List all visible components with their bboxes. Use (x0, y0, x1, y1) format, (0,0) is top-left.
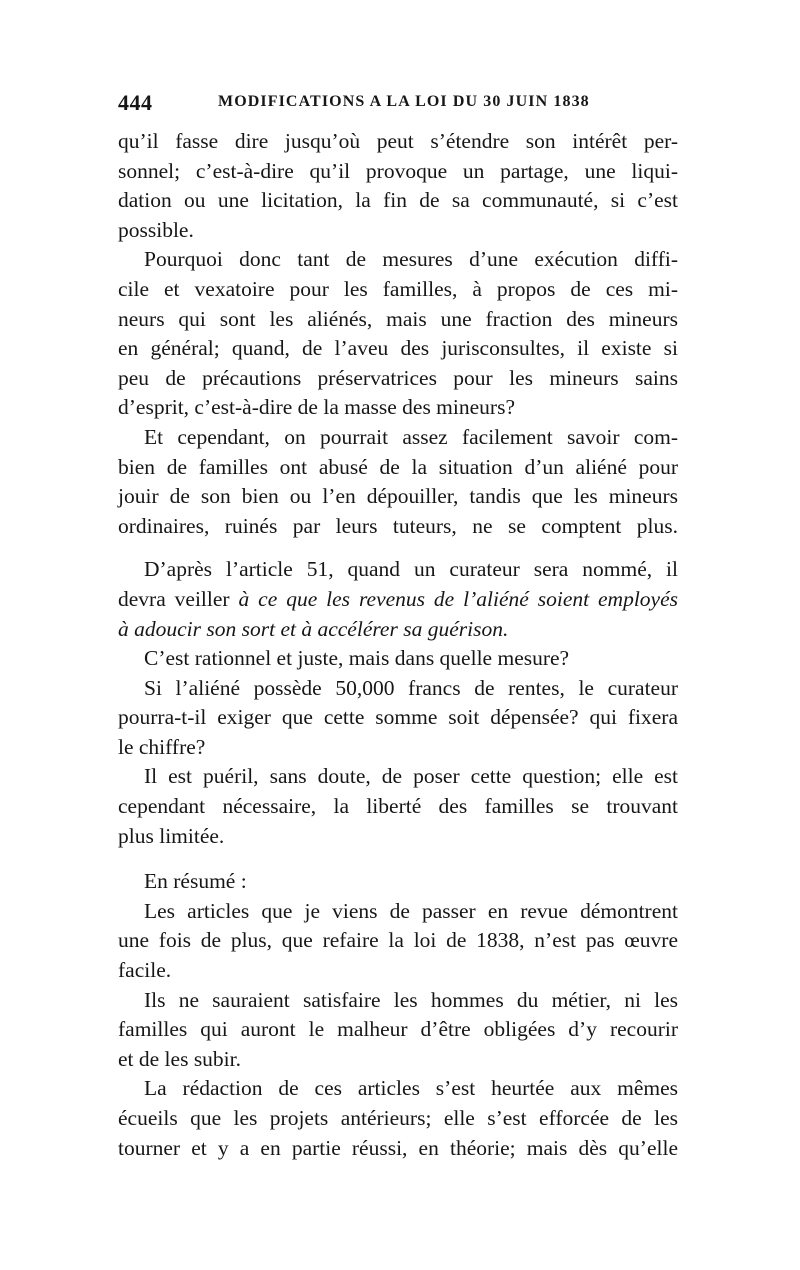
italic-quote: à ce que les revenus de l’aliéné soient employés (238, 586, 679, 611)
text-line: cile et vexatoire pour les familles, à propos de ces mi- (118, 276, 678, 301)
text-line: D’après l’article 51, quand un curateur sera nommé, il (144, 557, 678, 582)
text-line: jouir de son bien ou l’en dépouiller, tandis que les mineurs (118, 484, 678, 509)
page-header (118, 90, 678, 120)
text-line: Pourquoi donc tant de mesures d’une exécution diffi- (144, 247, 678, 272)
text-line: cependant nécessaire, la liberté des familles se trouvant (118, 794, 678, 819)
text-line: facile. (118, 958, 172, 983)
text-line: bien de familles ont abusé de la situation d’un aliéné pour (118, 454, 678, 479)
running-head: MODIFICATIONS A LA LOI DU 30 JUIN 1838 (218, 93, 590, 110)
text-line: tourner et y a en partie réussi, en théorie; mais dès qu’elle (118, 1135, 678, 1160)
text-line: neurs qui sont les aliénés, mais une fraction des mineurs (118, 306, 678, 331)
text-line: C’est rationnel et juste, mais dans quelle mesure? (144, 646, 570, 671)
text-line: Il est puéril, sans doute, de poser cette question; elle est (144, 764, 678, 789)
text-line: possible. (118, 217, 194, 242)
text-line: le chiffre? (118, 734, 206, 759)
text-line: ordinaires, ruinés par leurs tuteurs, ne se comptent plus. (118, 513, 678, 538)
text-line: En résumé : (144, 869, 247, 894)
page-number: 444 (118, 90, 153, 115)
text-line: une fois de plus, que refaire la loi de 1838, n’est pas œuvre (118, 928, 678, 953)
text-line: plus limitée. (118, 823, 225, 848)
italic-quote: à adoucir son sort et à accélérer sa guérison. (118, 616, 509, 641)
text-line: dation ou une licitation, la fin de sa communauté, si c’est (118, 188, 678, 213)
text-line: Et cependant, on pourrait assez facilement savoir com- (144, 424, 678, 449)
text-line: Ils ne sauraient satisfaire les hommes du métier, ni les (144, 987, 678, 1012)
body-text (118, 127, 678, 1163)
text-line: La rédaction de ces articles s’est heurtée aux mêmes (144, 1076, 678, 1101)
text-line: qu’il fasse dire jusqu’où peut s’étendre son intérêt per- (118, 129, 678, 153)
text-line: peu de précautions préservatrices pour les mineurs sains (118, 365, 678, 390)
text-line: sonnel; c’est-à-dire qu’il provoque un partage, une liqui- (118, 158, 678, 183)
text-line: familles qui auront le malheur d’être obligées d’y recourir (118, 1017, 678, 1042)
text-line: et de les subir. (118, 1046, 242, 1071)
text-line-mixed (118, 585, 678, 615)
text-line: écueils que les projets antérieurs; elle s’est efforcée de les (118, 1106, 678, 1130)
text-fragment: devra veiller (118, 586, 230, 611)
text-line: d’esprit, c’est-à-dire de la masse des mineurs? (118, 395, 515, 420)
text-line: pourra-t-il exiger que cette somme soit dépensée? qui fixera (118, 705, 678, 730)
text-line: Les articles que je viens de passer en revue démontrent (144, 898, 678, 923)
text-line: Si l’aliéné possède 50,000 francs de rentes, le curateur (144, 675, 678, 700)
text-line: en général; quand, de l’aveu des jurisconsultes, il existe si (118, 336, 678, 361)
